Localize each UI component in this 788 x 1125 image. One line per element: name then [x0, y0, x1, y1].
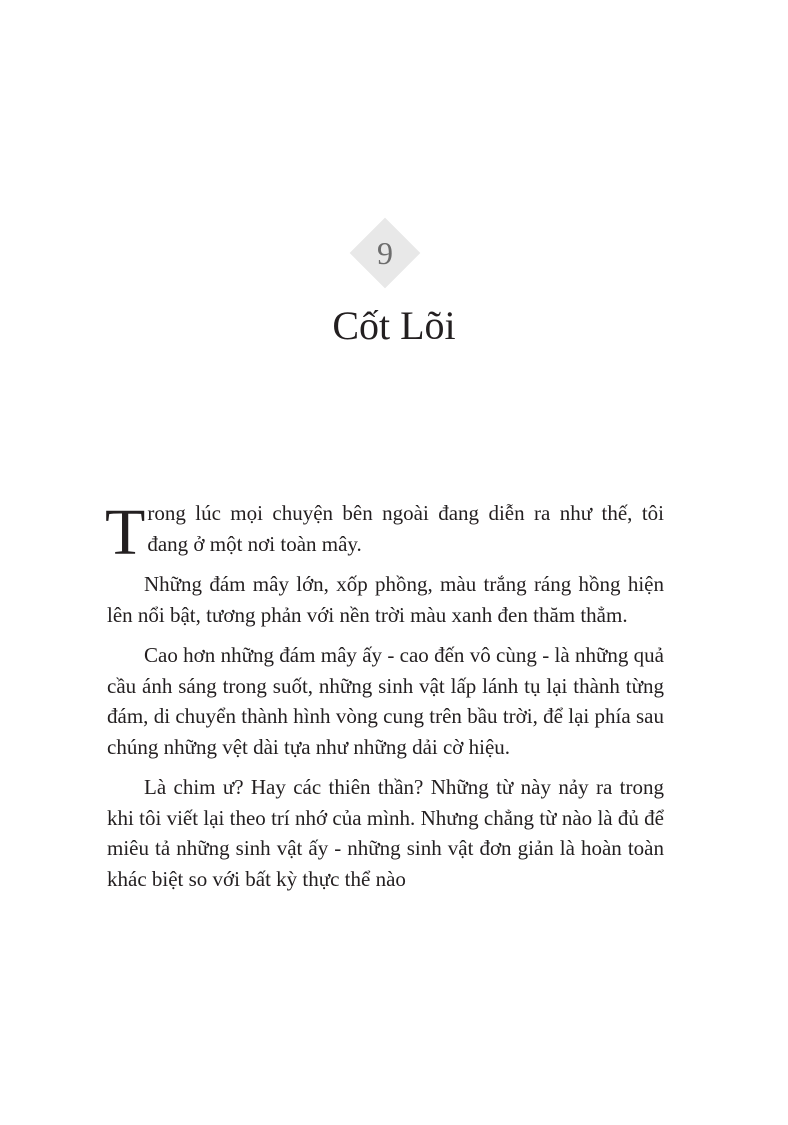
chapter-number-badge	[350, 218, 420, 288]
paragraph-3: Cao hơn những đám mây ấy - cao đến vô cùng - là những quả cầu ánh sáng trong suốt, những sinh vật lấp lánh tụ lại thành từng đám, di chuyển thành hình vòng cung trên bầu trời, để lại phía sau chúng những vệt dài tựa như những dải cờ hiệu.	[107, 643, 664, 759]
paragraph-2: Những đám mây lớn, xốp phồng, màu trắng ráng hồng hiện lên nổi bật, tương phản với nền trời màu xanh đen thăm thẳm.	[107, 572, 664, 627]
paragraph-1	[105, 496, 664, 569]
chapter-body	[107, 498, 664, 904]
paragraph-4: Là chim ư? Hay các thiên thần? Những từ này nảy ra trong khi tôi viết lại theo trí nhớ của mình. Nhưng chẳng từ nào là đủ để miêu tả những sinh vật ấy - những sinh vật đơn giản là hoàn toàn khác biệt so với bất kỳ thực thể nào	[107, 775, 664, 891]
drop-cap: T	[105, 496, 146, 569]
chapter-number: 9	[377, 235, 393, 271]
paragraph-1-text: rong lúc mọi chuyện bên ngoài đang diễn ra như thế, tôi đang ở một nơi toàn mây.	[147, 501, 664, 556]
chapter-title: Cốt Lõi	[332, 303, 456, 348]
